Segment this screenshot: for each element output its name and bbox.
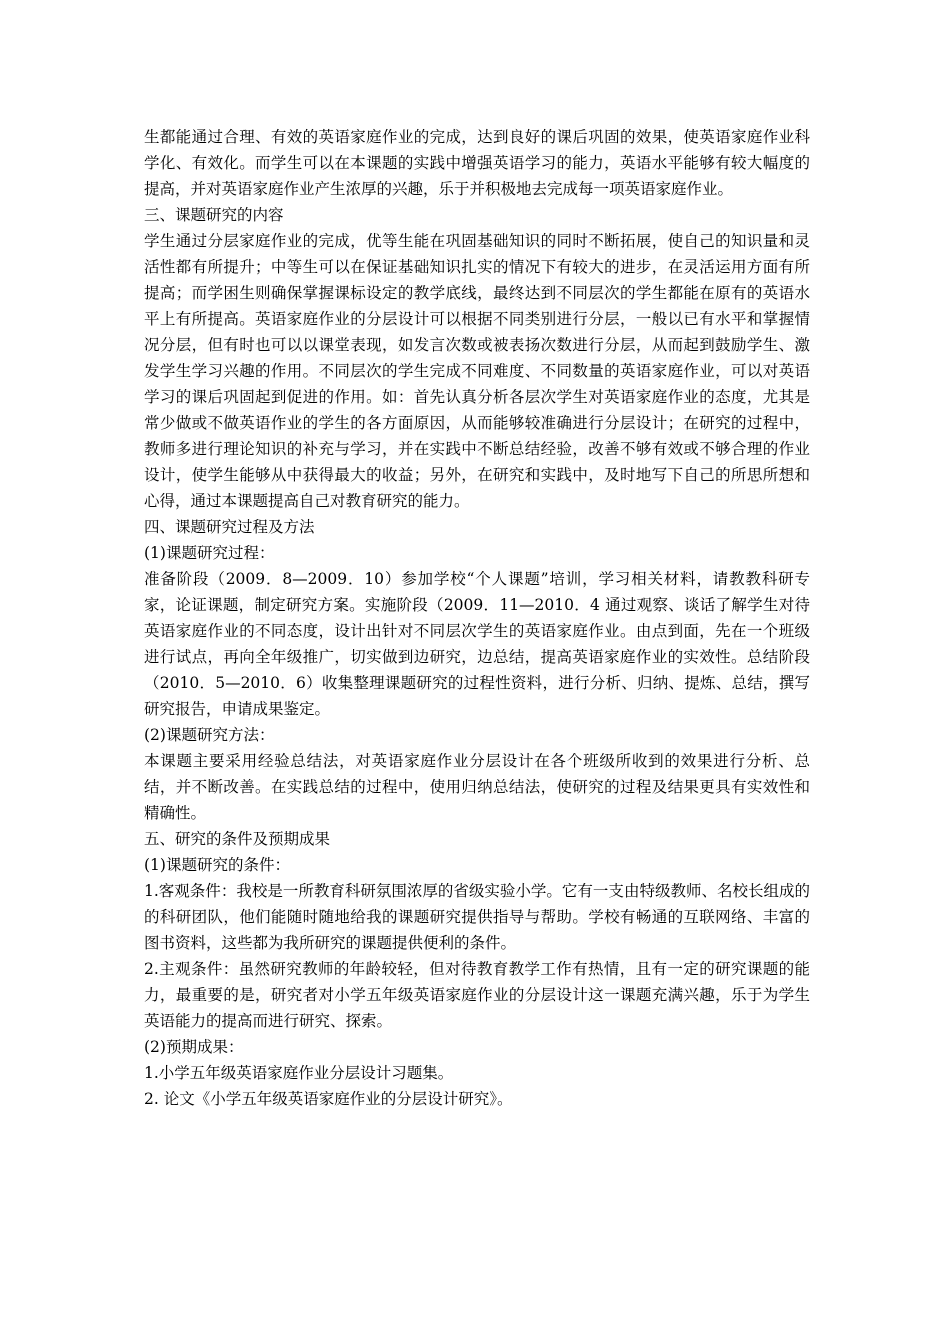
- list-item-outcome-1: 1.小学五年级英语家庭作业分层设计习题集。: [144, 1064, 454, 1082]
- section-heading-process-methods: 四、课题研究过程及方法: [144, 518, 315, 536]
- subheading-expected-outcomes: (2)预期成果：: [144, 1038, 244, 1056]
- paragraph-objective-conditions: 1.客观条件：我校是一所教育科研氛围浓厚的省级实验小学。它有一支由特级教师、名校长组成的的科研团队，他们能随时随地给我的课题研究提供指导与帮助。学校有畅通的互联网络、丰富的图书资料，这些都为我所研究的课题提供便利的条件。: [144, 882, 810, 952]
- subheading-conditions: (1)课题研究的条件：: [144, 856, 290, 874]
- paragraph-intro-continuation: 生都能通过合理、有效的英语家庭作业的完成，达到良好的课后巩固的效果，使英语家庭作业科学化、有效化。而学生可以在本课题的实践中增强英语学习的能力，英语水平能够有较大幅度的提高，并对英语家庭作业产生浓厚的兴趣，乐于并积极地去完成每一项英语家庭作业。: [144, 128, 810, 198]
- paragraph-subjective-conditions: 2.主观条件：虽然研究教师的年龄较轻，但对待教育教学工作有热情，且有一定的研究课题的能力，最重要的是，研究者对小学五年级英语家庭作业的分层设计这一课题充满兴趣，乐于为学生英语能力的提高而进行研究、探索。: [144, 960, 810, 1030]
- subheading-methods: (2)课题研究方法：: [144, 726, 275, 744]
- section-heading-research-content: 三、课题研究的内容: [144, 206, 284, 224]
- section-heading-conditions-outcomes: 五、研究的条件及预期成果: [144, 830, 331, 848]
- paragraph-process: 准备阶段（2009．8—2009．10）参加学校“个人课题”培训，学习相关材料，请教教科研专家，论证课题，制定研究方案。实施阶段（2009．11—2010．4 通过观察、谈话了解学生对待英语家庭作业的不同态度，设计出针对不同层次学生的英语家庭作业。由点到面，先在一个班级进行试点，再向全年级推广，切实做到边研究，边总结，提高英语家庭作业的实效性。总结阶段（2010．5—2010．6）收集整理课题研究的过程性资料，进行分析、归纳、提炼、总结，撰写研究报告，申请成果鉴定。: [144, 570, 810, 718]
- subheading-process: (1)课题研究过程：: [144, 544, 275, 562]
- list-item-outcome-2: 2. 论文《小学五年级英语家庭作业的分层设计研究》。: [144, 1090, 513, 1108]
- paragraph-methods: 本课题主要采用经验总结法，对英语家庭作业分层设计在各个班级所收到的效果进行分析、总结，并不断改善。在实践总结的过程中，使用归纳总结法，使研究的过程及结果更具有实效性和精确性。: [144, 752, 810, 822]
- paragraph-research-content: 学生通过分层家庭作业的完成，优等生能在巩固基础知识的同时不断拓展，使自己的知识量和灵活性都有所提升；中等生可以在保证基础知识扎实的情况下有较大的进步，在灵活运用方面有所提高；而学困生则确保掌握课标设定的教学底线，最终达到不同层次的学生都能在原有的英语水平上有所提高。英语家庭作业的分层设计可以根据不同类别进行分层，一般以已有水平和掌握情况分层，但有时也可以以课堂表现，如发言次数或被表扬次数进行分层，从而起到鼓励学生、激发学生学习兴趣的作用。不同层次的学生完成不同难度、不同数量的英语家庭作业，可以对英语学习的课后巩固起到促进的作用。如：首先认真分析各层次学生对英语家庭作业的态度，尤其是常少做或不做英语作业的学生的各方面原因，从而能够较准确进行分层设计；在研究的过程中，教师多进行理论知识的补充与学习，并在实践中不断总结经验，改善不够有效或不够合理的作业设计，使学生能够从中获得最大的收益；另外，在研究和实践中，及时地写下自己的所思所想和心得，通过本课题提高自己对教育研究的能力。: [144, 232, 810, 510]
- document-page: [144, 124, 810, 1112]
